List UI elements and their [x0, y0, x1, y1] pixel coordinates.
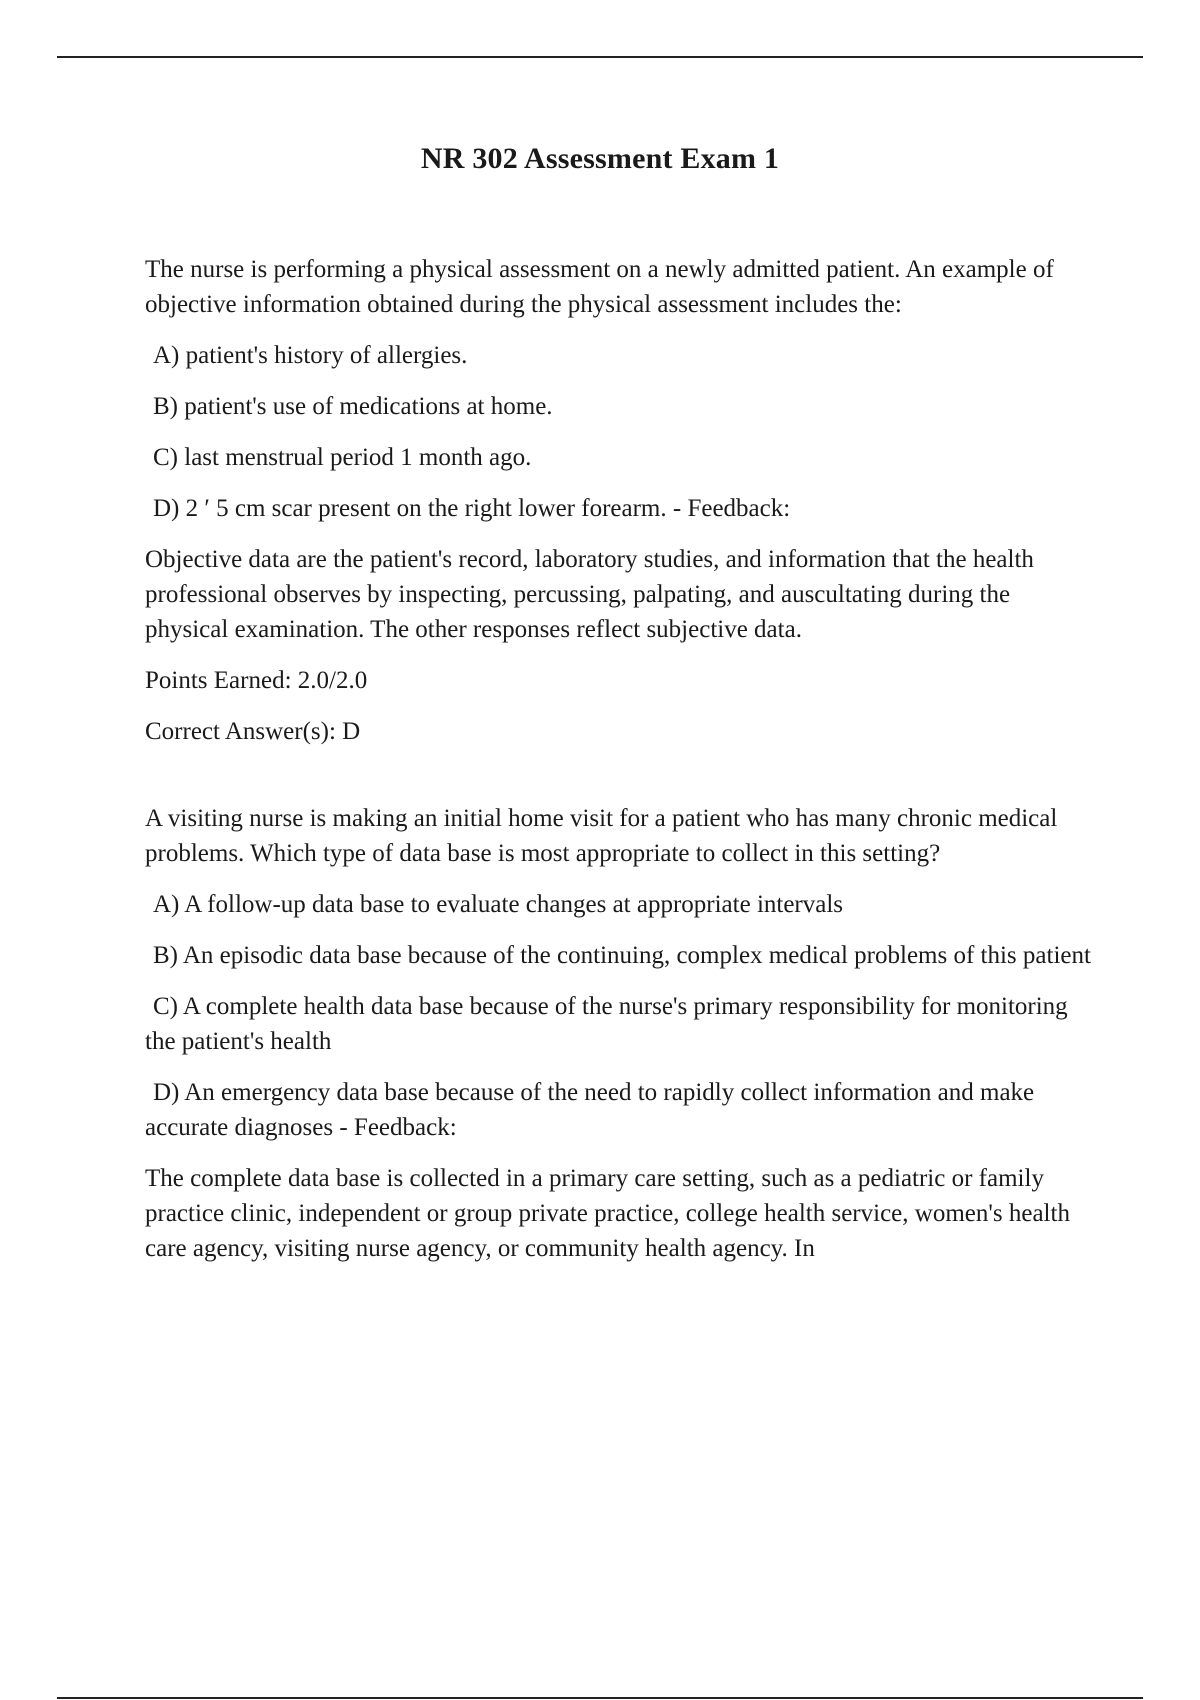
answer-option-d: D) 2 ′ 5 cm scar present on the right lower forearm. - Feedback:: [153, 495, 791, 522]
bottom-rule: [57, 1697, 1143, 1699]
question-stem: A visiting nurse is making an initial home visit for a patient who has many chronic medical problems. Which type of data base is most appropriate to collect in this setting?: [145, 805, 1058, 867]
answer-option-b: B) An episodic data base because of the continuing, complex medical problems of this patient: [153, 942, 1091, 969]
answer-option-a: A) patient's history of allergies.: [153, 342, 468, 369]
question-1: [145, 252, 1095, 749]
answer-option-a: A) A follow-up data base to evaluate changes at appropriate intervals: [153, 891, 844, 918]
document-body: [145, 252, 1095, 1282]
answer-option-d: D) An emergency data base because of the need to rapidly collect information and make accurate diagnoses - Feedback:: [145, 1079, 1035, 1141]
question-stem: The nurse is performing a physical assessment on a newly admitted patient. An example of objective information obtained during the physical assessment includes the:: [145, 256, 1054, 318]
answer-option-c: C) last menstrual period 1 month ago.: [153, 444, 532, 471]
answer-option-b: B) patient's use of medications at home.: [153, 393, 553, 420]
correct-answer: Correct Answer(s): D: [145, 718, 361, 745]
answer-option-c: C) A complete health data base because of the nurse's primary responsibility for monitoring the patient's health: [145, 993, 1068, 1055]
top-rule: [57, 56, 1143, 58]
feedback-text: The complete data base is collected in a primary care setting, such as a pediatric or family practice clinic, independent or group private practice, college health service, women's health care agency, visiting nurse agency, or community health agency. In: [145, 1165, 1070, 1262]
feedback-text: Objective data are the patient's record, laboratory studies, and information that the health professional observes by inspecting, percussing, palpating, and auscultating during the physical examination. The other responses reflect subjective data.: [145, 546, 1034, 643]
document-title: NR 302 Assessment Exam 1: [420, 142, 780, 175]
question-2: [145, 801, 1095, 1266]
points-earned: Points Earned: 2.0/2.0: [145, 667, 368, 694]
